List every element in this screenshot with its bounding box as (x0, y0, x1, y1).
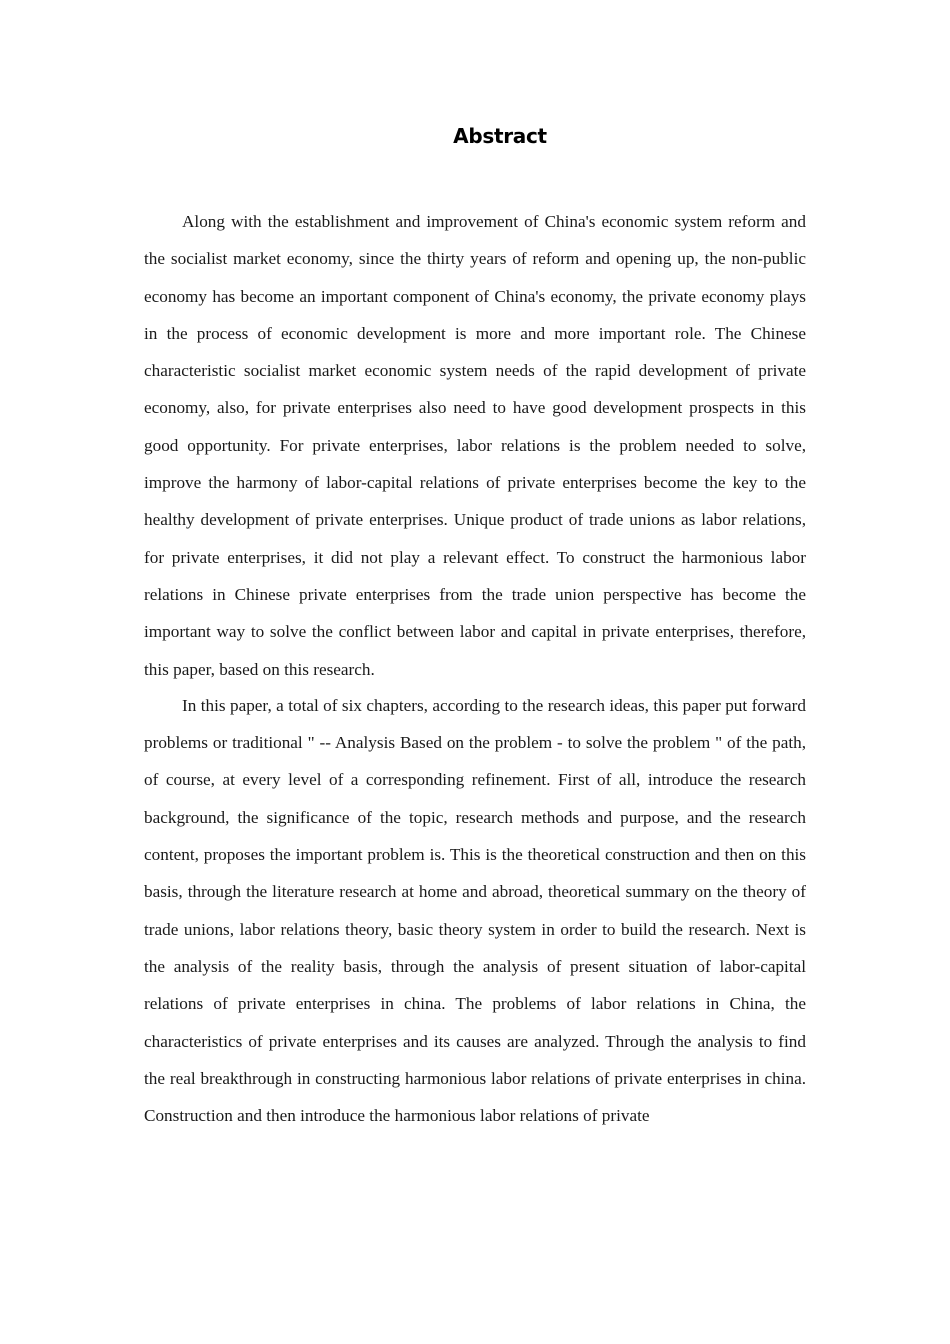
page-title: Abstract (453, 124, 547, 148)
abstract-paragraph-1: Along with the establishment and improvement of China's economic system reform and the socialist market economy, since the thirty years of reform and opening up, the non-public economy has become an important component of China's economy, the private economy plays in the process of economic development is more and more important role. The Chinese characteristic socialist market economic system needs of the rapid development of private economy, also, for private enterprises also need to have good development prospects in this good opportunity. For private enterprises, labor relations is the problem needed to solve, improve the harmony of labor-capital relations of private enterprises become the key to the healthy development of private enterprises. Unique product of trade unions as labor relations, for private enterprises, it did not play a relevant effect. To construct the harmonious labor relations in Chinese private enterprises from the trade union perspective has become the important way to solve the conflict between labor and capital in private enterprises, therefore, this paper, based on this research. (144, 212, 806, 679)
abstract-body (144, 203, 806, 1134)
abstract-paragraph-2: In this paper, a total of six chapters, according to the research ideas, this paper put forward problems or traditional " -- Analysis Based on the problem - to solve the problem " of the path, of course, at every level of a corresponding refinement. First of all, introduce the research background, the significance of the topic, research methods and purpose, and the research content, proposes the important problem is. This is the theoretical construction and then on this basis, through the literature research at home and abroad, theoretical summary on the theory of trade unions, labor relations theory, basic theory system in order to build the research. Next is the analysis of the reality basis, through the analysis of present situation of labor-capital relations of private enterprises in china. The problems of labor relations in China, the characteristics of private enterprises and its causes are analyzed. Through the analysis to find the real breakthrough in constructing harmonious labor relations of private enterprises in china. Construction and then introduce the harmonious labor relations of private (144, 695, 806, 1126)
